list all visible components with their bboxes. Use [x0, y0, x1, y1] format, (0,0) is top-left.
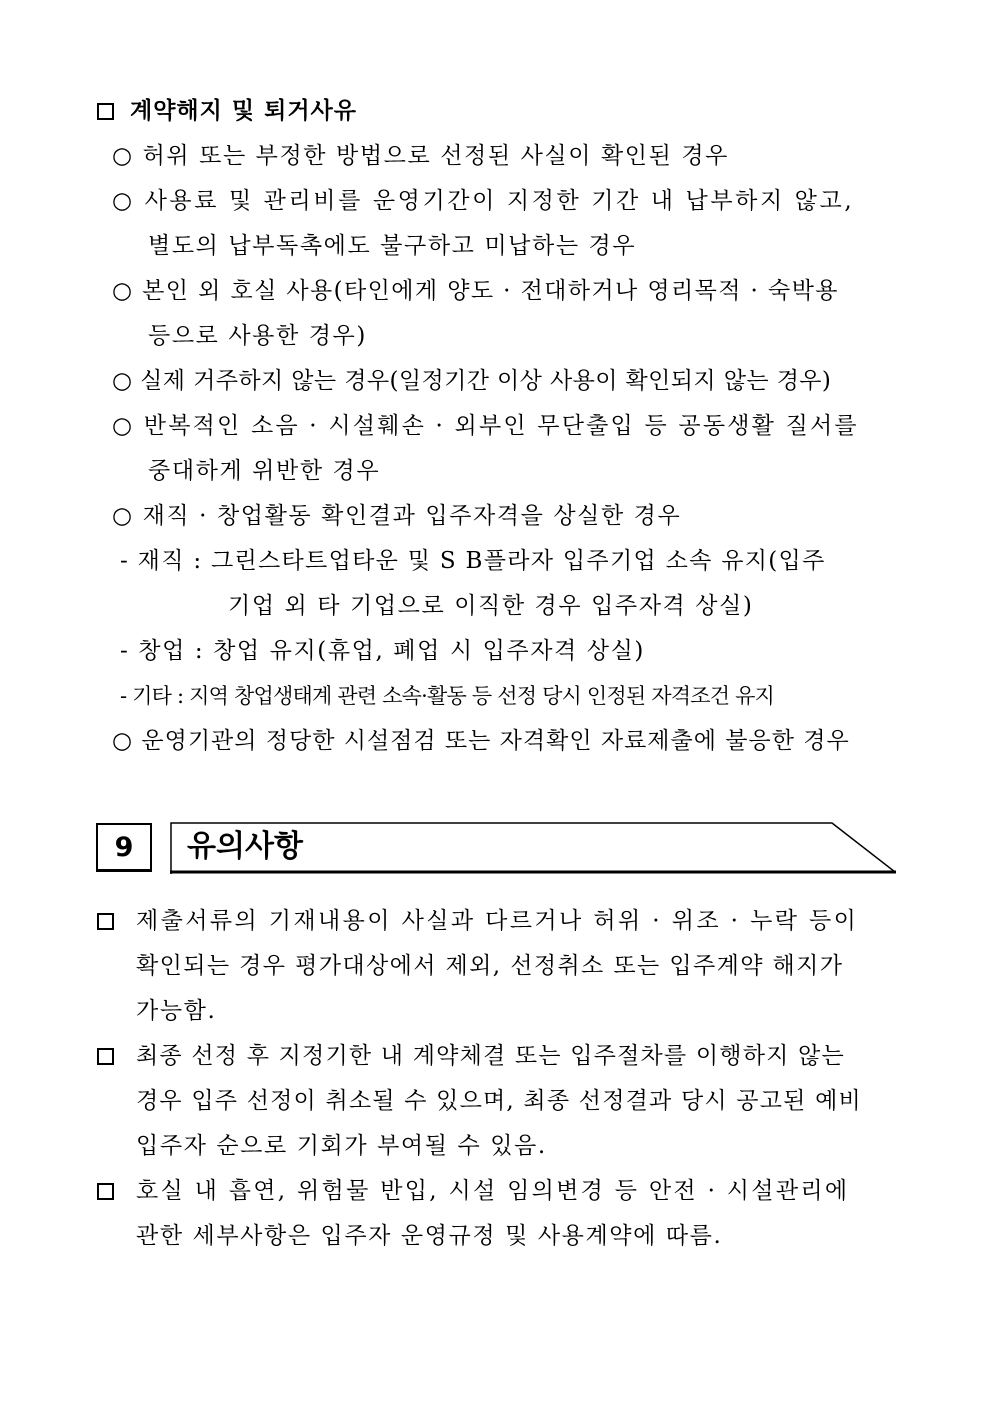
list-item: ○ 본인 외 호실 사용(타인에게 양도 · 전대하거나 영리목적 · 숙박용 — [112, 278, 839, 304]
list-item: ○ 허위 또는 부정한 방법으로 선정된 사실이 확인된 경우 — [112, 143, 729, 169]
list-item: ○ 실제 거주하지 않는 경우(일정기간 이상 사용이 확인되지 않는 경우) — [112, 368, 832, 394]
notice-item-continuation: 가능함. — [136, 998, 217, 1024]
sub-item-other: - 기타 : 지역 창업생태계 관련 소속·활동 등 선정 당시 인정된 자격조건 유지 — [120, 684, 775, 708]
notice-item: 제출서류의 기재내용이 사실과 다르거나 허위 · 위조 · 누락 등이 — [136, 908, 859, 934]
list-item-continuation: 별도의 납부독촉에도 불구하고 미납하는 경우 — [148, 233, 637, 259]
notice-item-continuation: 관한 세부사항은 입주자 운영규정 및 사용계약에 따름. — [136, 1223, 723, 1249]
list-item: ○ 운영기관의 정당한 시설점검 또는 자격확인 자료제출에 불응한 경우 — [112, 728, 850, 754]
section-title: 유의사항 — [187, 829, 303, 864]
list-item-continuation: 중대하게 위반한 경우 — [148, 458, 381, 484]
section-heading: 계약해지 및 퇴거사유 — [130, 98, 357, 124]
list-item: ○ 반복적인 소음 · 시설훼손 · 외부인 무단출입 등 공동생활 질서를 — [112, 413, 859, 439]
sub-item-startup: - 창업 : 창업 유지(휴업, 폐업 시 입주자격 상실) — [120, 638, 645, 664]
notice-item-continuation: 경우 입주 선정이 취소될 수 있으며, 최종 선정결과 당시 공고된 예비 — [136, 1088, 862, 1114]
sub-item-employment: - 재직 : 그린스타트업타운 및 S B플라자 입주기업 소속 유지(입주 — [120, 548, 826, 574]
sub-item-continuation: 기업 외 타 기업으로 이직한 경우 입주자격 상실) — [228, 593, 754, 619]
checkbox-icon — [97, 913, 114, 930]
notice-item-continuation: 확인되는 경우 평가대상에서 제외, 선정취소 또는 입주계약 해지가 — [136, 953, 844, 979]
checkbox-icon — [97, 1183, 114, 1200]
notice-item: 호실 내 흡연, 위험물 반입, 시설 임의변경 등 안전 · 시설관리에 — [136, 1178, 850, 1204]
section-checkbox-icon — [97, 103, 114, 120]
checkbox-icon — [97, 1048, 114, 1065]
section-number-box — [96, 823, 152, 872]
notice-item: 최종 선정 후 지정기한 내 계약체결 또는 입주절차를 이행하지 않는 — [136, 1043, 845, 1069]
list-item: ○ 재직 · 창업활동 확인결과 입주자격을 상실한 경우 — [112, 503, 682, 529]
notice-item-continuation: 입주자 순으로 기회가 부여될 수 있음. — [136, 1133, 547, 1159]
section-number: 9 — [114, 831, 134, 863]
list-item-continuation: 등으로 사용한 경우) — [148, 323, 367, 349]
list-item: ○ 사용료 및 관리비를 운영기간이 지정한 기간 내 납부하지 않고, — [112, 188, 855, 214]
